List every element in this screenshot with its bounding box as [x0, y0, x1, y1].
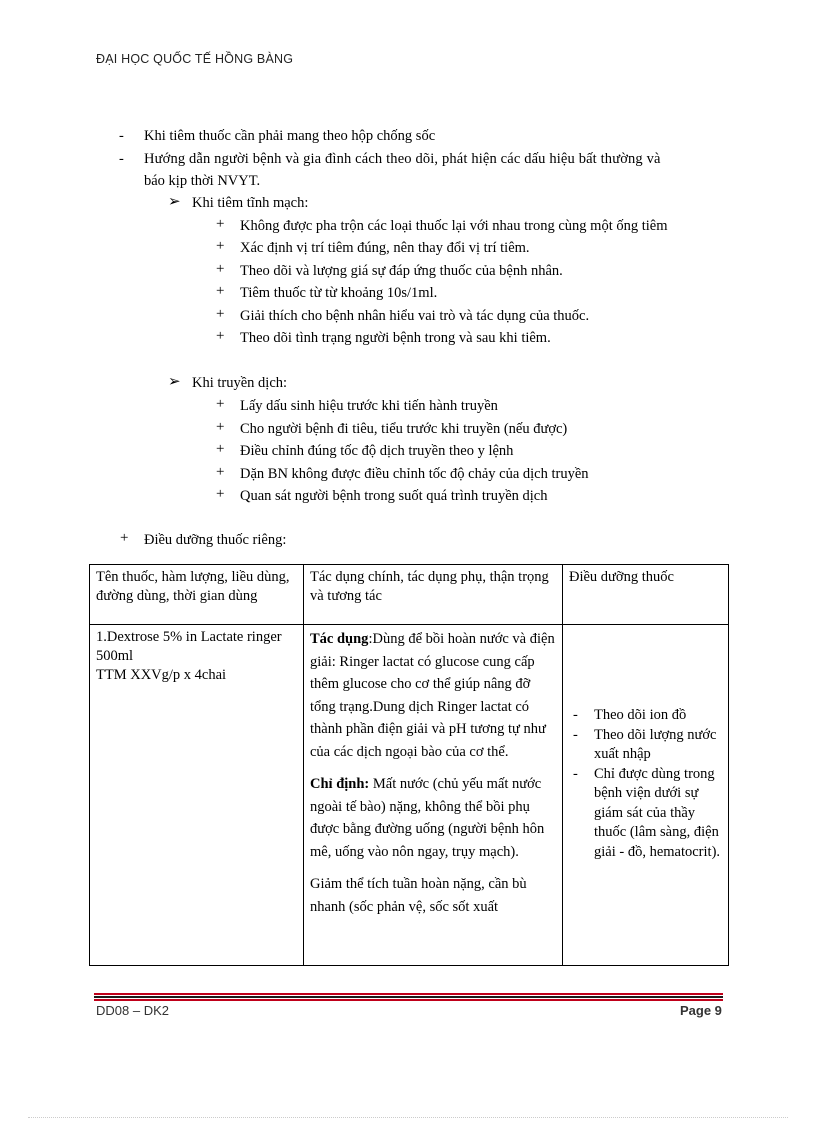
- table-row: [90, 625, 729, 966]
- infusion-item: Cho người bệnh đi tiêu, tiểu trước khi truyền (nếu được): [240, 421, 568, 437]
- arrow-bullet-icon: ➢: [168, 194, 181, 210]
- page-number: Page 9: [680, 1003, 722, 1018]
- drug-table: [89, 564, 729, 966]
- iv-item: Giải thích cho bệnh nhân hiểu vai trò và tác dụng của thuốc.: [240, 308, 590, 324]
- specific-care-title: Điều dưỡng thuốc riêng:: [144, 532, 287, 548]
- header-effects: Tác dụng chính, tác dụng phụ, thận trọng và tương tác: [304, 565, 563, 625]
- effects-cell: [304, 625, 563, 966]
- plus-bullet-icon: +: [216, 486, 225, 502]
- dash-bullet: -: [119, 151, 124, 167]
- care-item: - Theo dõi lượng nước xuất nhập: [569, 726, 723, 765]
- action-label: Tác dụng: [310, 631, 369, 647]
- plus-bullet-icon: +: [216, 396, 225, 412]
- iv-item: Không được pha trộn các loại thuốc lại với nhau trong cùng một ống tiêm: [240, 218, 668, 234]
- bullet-item: Hướng dẫn người bệnh và gia đình cách theo dõi, phát hiện các dấu hiệu bất thường và: [144, 151, 661, 167]
- plus-bullet-icon: +: [216, 283, 225, 299]
- care-item: - Chỉ được dùng trong bệnh viện dưới sự giám sát của thầy thuốc (lâm sàng, điện giải - đồ, hematocrit).: [569, 765, 723, 863]
- iv-item: Tiêm thuốc từ từ khoảng 10s/1ml.: [240, 285, 438, 301]
- infusion-item: Quan sát người bệnh trong suốt quá trình truyền dịch: [240, 488, 548, 504]
- table-header-row: [90, 565, 729, 625]
- drug-cell: [90, 625, 304, 966]
- care-cell: [563, 625, 729, 966]
- plus-bullet-icon: +: [216, 238, 225, 254]
- iv-injection-title: Khi tiêm tĩnh mạch:: [192, 195, 309, 211]
- infusion-item: Lấy dấu sinh hiệu trước khi tiến hành truyền: [240, 398, 498, 414]
- footer-doc-code: DD08 – DK2: [96, 1003, 169, 1018]
- header-nursing-care: Điều dưỡng thuốc: [563, 565, 729, 625]
- infusion-item: Dặn BN không được điều chỉnh tốc độ chảy của dịch truyền: [240, 466, 589, 482]
- footer-divider: [94, 993, 723, 1001]
- iv-item: Theo dõi tình trạng người bệnh trong và sau khi tiêm.: [240, 330, 551, 346]
- indication-paragraph: [310, 773, 557, 863]
- plus-bullet-icon: +: [120, 530, 129, 546]
- plus-bullet-icon: +: [216, 328, 225, 344]
- extra-paragraph: Giảm thể tích tuần hoàn nặng, cần bù nhanh (sốc phản vệ, sốc sốt xuất: [310, 876, 527, 915]
- arrow-bullet-icon: ➢: [168, 374, 181, 390]
- indication-text: Mất nước (chủ yếu mất nước ngoài tế bào) nặng, không thể bồi phụ được bằng đường uống (người bệnh hôn mê, uống vào nôn ngay, trụy mạch).: [310, 776, 545, 860]
- plus-bullet-icon: +: [216, 216, 225, 232]
- page-header: ĐẠI HỌC QUỐC TẾ HỒNG BÀNG: [96, 52, 294, 66]
- plus-bullet-icon: +: [216, 306, 225, 322]
- plus-bullet-icon: +: [216, 419, 225, 435]
- header-drug-name: Tên thuốc, hàm lượng, liều dùng, đường dùng, thời gian dùng: [90, 565, 304, 625]
- drug-name: 1.Dextrose 5% in Lactate ringer 500ml: [96, 629, 282, 664]
- iv-item: Xác định vị trí tiêm đúng, nên thay đổi vị trí tiêm.: [240, 240, 530, 256]
- plus-bullet-icon: +: [216, 261, 225, 277]
- bullet-item-continued: báo kịp thời NVYT.: [144, 173, 261, 189]
- drug-dose: TTM XXVg/p x 4chai: [96, 667, 227, 683]
- dash-bullet: -: [119, 128, 124, 144]
- care-list: [569, 706, 723, 862]
- page-edge-divider: [28, 1117, 788, 1118]
- infusion-item: Điều chỉnh đúng tốc độ dịch truyền theo y lệnh: [240, 443, 514, 459]
- indication-label: Chỉ định:: [310, 776, 370, 792]
- iv-item: Theo dõi và lượng giá sự đáp ứng thuốc của bệnh nhân.: [240, 263, 563, 279]
- plus-bullet-icon: +: [216, 464, 225, 480]
- action-paragraph: [310, 628, 557, 763]
- care-item: - Theo dõi ion đồ: [569, 706, 723, 726]
- bullet-item: Khi tiêm thuốc cần phải mang theo hộp chống sốc: [144, 128, 436, 144]
- infusion-title: Khi truyền dịch:: [192, 375, 288, 391]
- action-text: :Dùng để bồi hoàn nước và điện giải: Ringer lactat có glucose cung cấp thêm glucose cho cơ thể giúp nâng đỡ tổng trạng.Dung dịch Ringer lactat có thành phần điện giải và pH tương tự như của các dịch ngoại bào của cơ thể.: [310, 631, 555, 760]
- plus-bullet-icon: +: [216, 441, 225, 457]
